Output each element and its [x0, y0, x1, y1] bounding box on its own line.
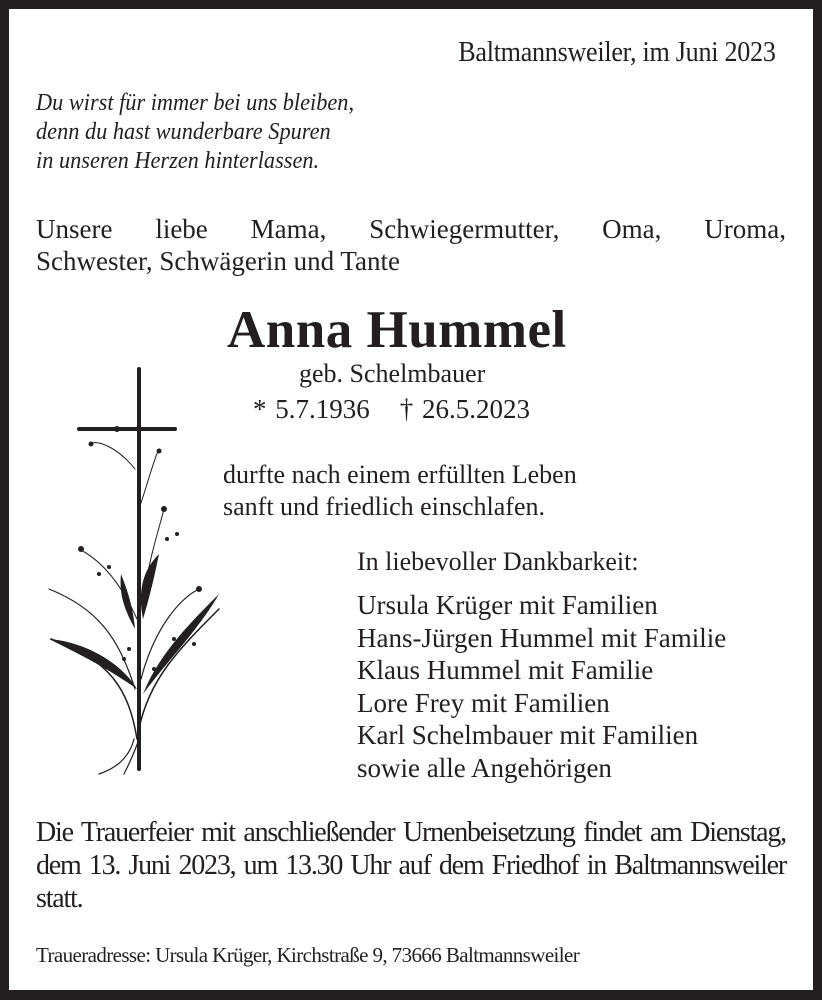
passed-text — [223, 459, 577, 523]
mourner: Klaus Hummel mit Familie — [357, 655, 654, 685]
mourner: Hans-Jürgen Hummel mit Familie — [357, 622, 727, 653]
poem-line: in unseren Herzen hinterlassen. — [36, 148, 320, 174]
intro-text — [36, 213, 786, 277]
passed-line: sanft und friedlich einschlafen. — [223, 492, 545, 521]
obituary-notice — [9, 9, 813, 990]
life-dates — [253, 394, 530, 425]
passed-line: durfte nach einem erfüllten Leben — [223, 460, 577, 489]
mourner: Ursula Krüger mit Familien — [357, 590, 658, 620]
place-date: Baltmannsweiler, im Juni 2023 — [458, 36, 776, 68]
poem-line: denn du hast wunderbare Spuren — [36, 119, 331, 145]
birth-date: * 5.7.1936 — [253, 394, 370, 424]
intro-line: Schwester, Schwägerin und Tante — [36, 246, 400, 276]
funeral-info: Die Trauerfeier mit anschließender Urnenbeisetzung findet am Dienstag, dem 13. Juni 2023, um 13.30 Uhr auf dem Friedhof in Baltmannsweiler statt. — [36, 817, 786, 914]
death-date: † 26.5.2023 — [399, 394, 530, 424]
deceased-name: Anna Hummel — [227, 301, 567, 359]
mourner: Lore Frey mit Familien — [357, 687, 610, 718]
cross-with-flowers-icon — [39, 359, 239, 779]
mourners-list — [357, 589, 726, 784]
thanks-heading: In liebevoller Dankbarkeit: — [357, 547, 639, 576]
mourner: sowie alle Angehörigen — [357, 752, 612, 783]
poem — [36, 89, 354, 176]
poem-line: Du wirst für immer bei uns bleiben, — [36, 90, 355, 116]
mourning-address: Traueradresse: Ursula Krüger, Kirchstraße 9, 73666 Baltmannsweiler — [36, 943, 580, 967]
mourner: Karl Schelmbauer mit Familien — [357, 720, 699, 750]
intro-line: Unsere liebe Mama, Schwiegermutter, Oma, Uroma, — [36, 214, 786, 244]
maiden-name: geb. Schelmbauer — [299, 359, 486, 388]
